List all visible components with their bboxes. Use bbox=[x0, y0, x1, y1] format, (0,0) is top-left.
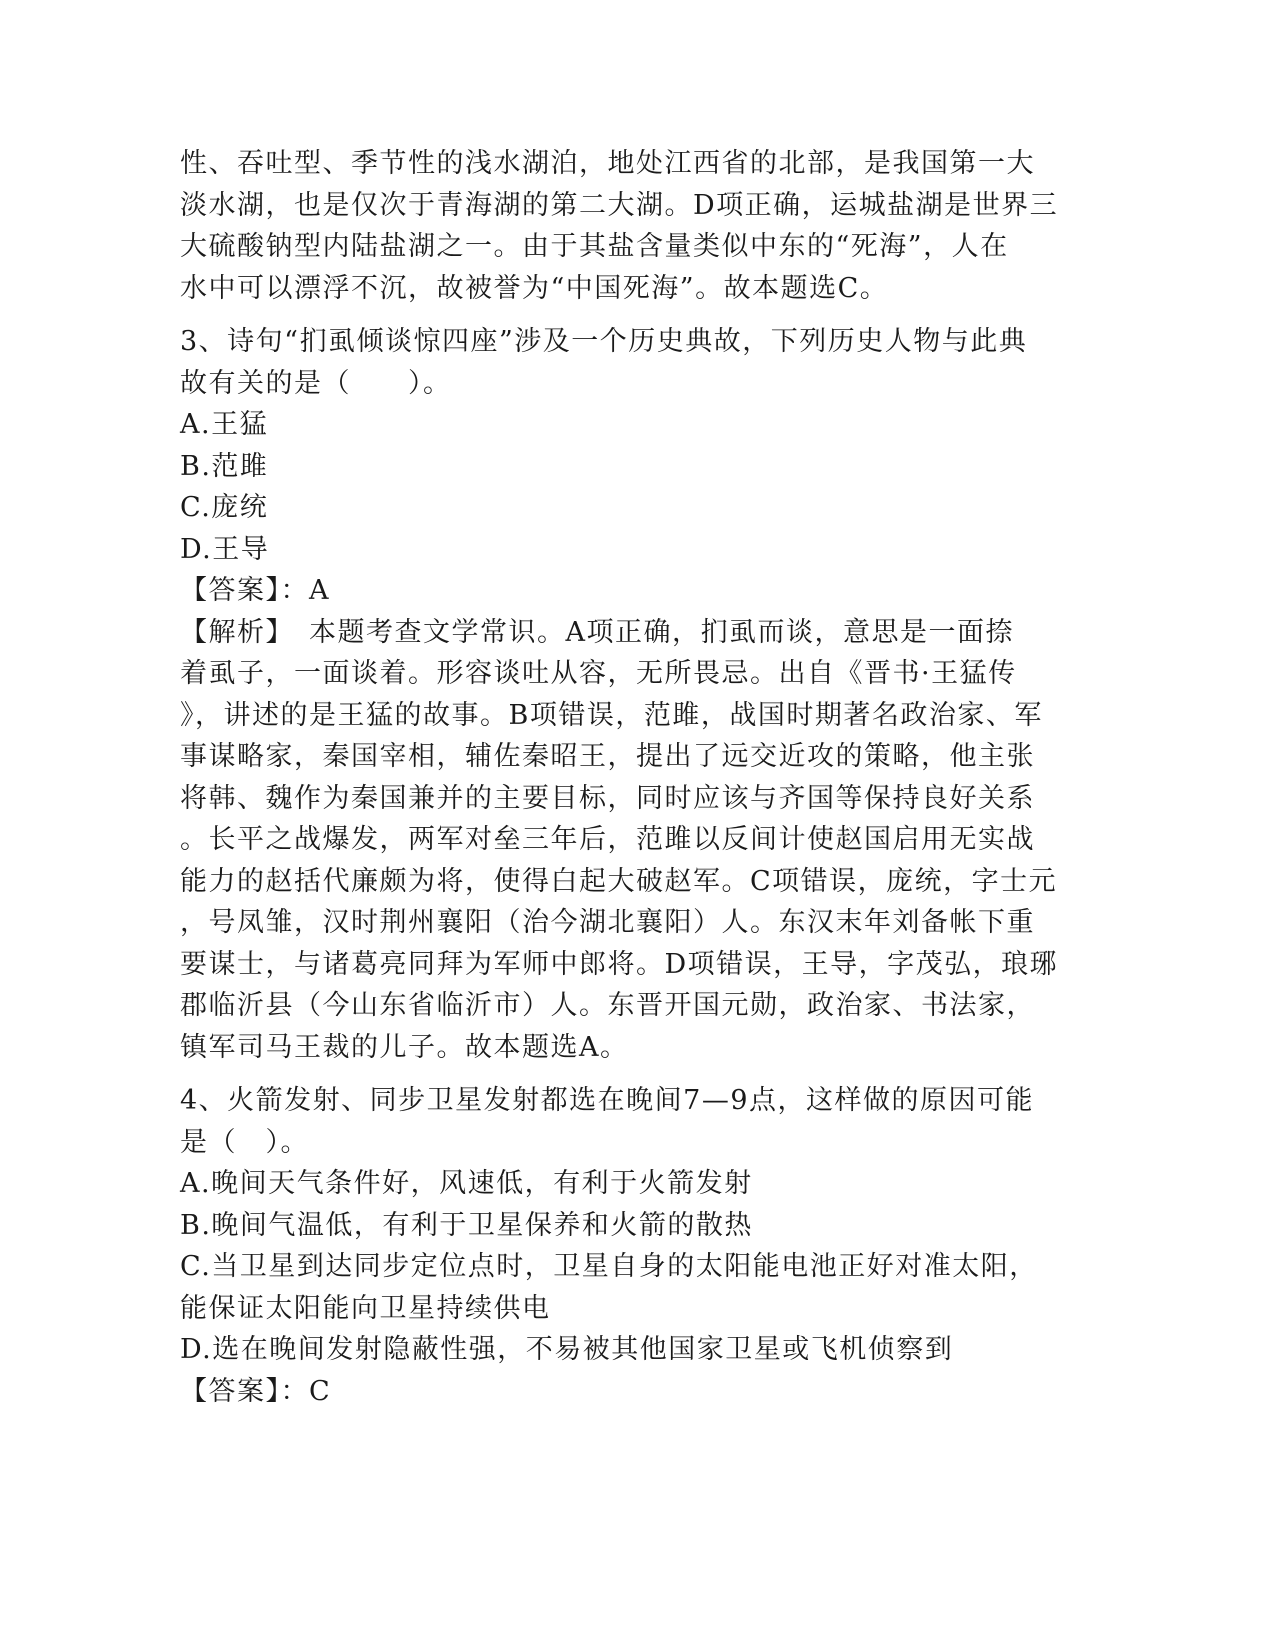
spacer bbox=[180, 309, 1060, 321]
question-stem: 4、火箭发射、同步卫星发射都选在晚间7—9点，这样做的原因可能 bbox=[180, 1085, 1035, 1116]
analysis-line: 【解析】 本题考查文学常识。A项正确，扪虱而谈，意思是一面捺 bbox=[180, 616, 1014, 648]
option-c-continued: 能保证太阳能向卫星持续供电 bbox=[180, 1292, 551, 1324]
text-line: 大硫酸钠型内陆盐湖之一。由于其盐含量类似中东的“死海”，人在 bbox=[180, 231, 1009, 262]
analysis-line: 郡临沂县（今山东省临沂市）人。东晋开国元勋，政治家、书法家， bbox=[180, 990, 1035, 1021]
option-c: C.庞统 bbox=[180, 492, 269, 523]
question-4 bbox=[180, 1080, 1060, 1412]
answer: 【答案】：C bbox=[180, 1375, 332, 1407]
option-d: D.选在晚间发射隐蔽性强，不易被其他国家卫星或飞机侦察到 bbox=[180, 1334, 954, 1365]
text-line: 水中可以漂浮不沉，故被誉为“中国死海”。故本题选C。 bbox=[180, 272, 889, 304]
option-a: A.晚间天气条件好，风速低，有利于火箭发射 bbox=[180, 1168, 753, 1199]
analysis-line: 。长平之战爆发，两军对垒三年后，范雎以反间计使赵国启用无实战 bbox=[180, 824, 1035, 855]
question-3 bbox=[180, 321, 1060, 1068]
option-d: D.王导 bbox=[180, 533, 270, 565]
option-a: A.王猛 bbox=[180, 409, 269, 440]
question-stem: 故有关的是（ ）。 bbox=[180, 367, 452, 399]
exam-page bbox=[180, 143, 1060, 1412]
analysis-line: 能力的赵括代廉颇为将，使得白起大破赵军。C项错误，庞统，字士元 bbox=[180, 865, 1058, 897]
analysis-line: 》，讲述的是王猛的故事。B项错误，范雎，战国时期著名政治家、军 bbox=[180, 699, 1043, 731]
option-b: B.晚间气温低，有利于卫星保养和火箭的散热 bbox=[180, 1209, 753, 1241]
spacer bbox=[180, 1068, 1060, 1080]
analysis-line: ，号凤雏，汉时荆州襄阳（治今湖北襄阳）人。东汉末年刘备帐下重 bbox=[180, 907, 1035, 938]
analysis-line: 镇军司马王裁的儿子。故本题选A。 bbox=[180, 1031, 629, 1063]
analysis-line: 着虱子，一面谈着。形容谈吐从容，无所畏忌。出自《晋书·王猛传 bbox=[180, 658, 1017, 689]
analysis-line: 要谋士，与诸葛亮同拜为军师中郎将。D项错误，王导，字茂弘，琅琊 bbox=[180, 948, 1059, 980]
text-line: 淡水湖，也是仅次于青海湖的第二大湖。D项正确，运城盐湖是世界三 bbox=[180, 189, 1059, 221]
q2-analysis-tail bbox=[180, 143, 1060, 309]
analysis-line: 将韩、魏作为秦国兼并的主要目标，同时应该与齐国等保持良好关系 bbox=[180, 782, 1035, 814]
analysis-line: 事谋略家，秦国宰相，辅佐秦昭王，提出了远交近攻的策略，他主张 bbox=[180, 741, 1035, 772]
answer: 【答案】：A bbox=[180, 575, 330, 606]
question-stem: 是（ ）。 bbox=[180, 1126, 309, 1158]
text-line: 性、吞吐型、季节性的浅水湖泊，地处江西省的北部，是我国第一大 bbox=[180, 148, 1035, 179]
option-c: C.当卫星到达同步定位点时，卫星自身的太阳能电池正好对准太阳， bbox=[180, 1251, 1038, 1282]
question-stem: 3、诗句“扪虱倾谈惊四座”涉及一个历史典故，下列历史人物与此典 bbox=[180, 326, 1028, 357]
option-b: B.范雎 bbox=[180, 450, 269, 482]
